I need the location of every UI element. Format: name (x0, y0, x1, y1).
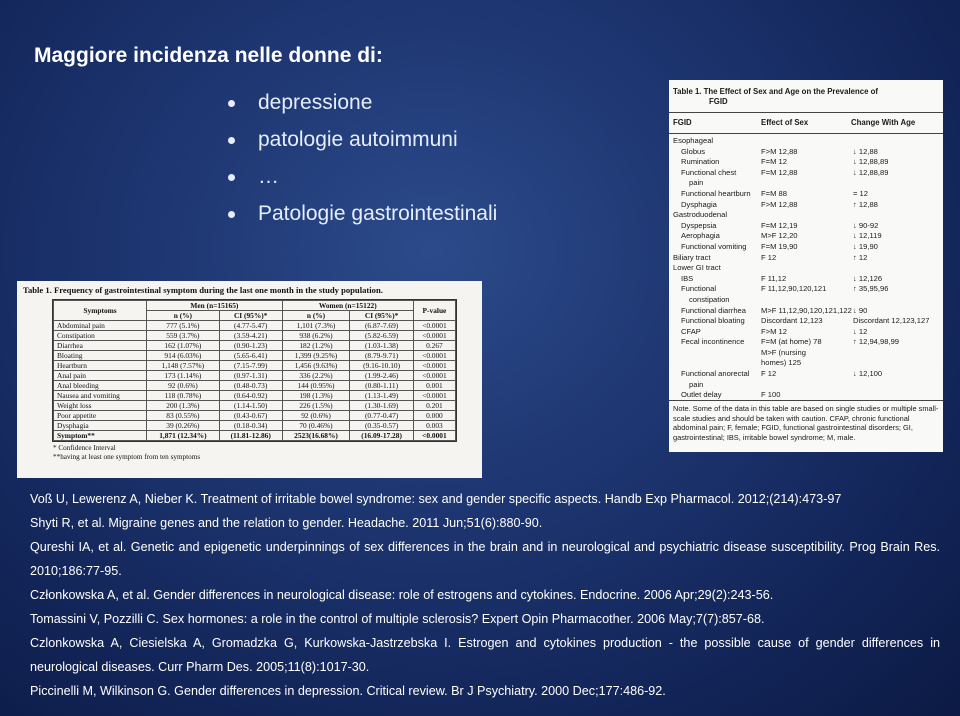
fgid-row: Outlet delay F 100 (681, 390, 781, 400)
table-row (54, 411, 456, 421)
bullet-dot-icon (228, 174, 235, 181)
table-cell: 2523(16.68%) (282, 431, 350, 441)
fgid-row: Dyspepsia F=M 12,19 ↓ 90-92 (681, 220, 879, 230)
fgid-rows (669, 136, 943, 401)
table-cell: 777 (5.1%) (147, 321, 220, 331)
fgid-row: Esophageal (673, 136, 714, 145)
table-cell: (3.59-4.21) (219, 331, 282, 341)
fgid-row: Functional heartburn F=M 88 = 12 (681, 188, 868, 198)
table-cell: (1.14-1.50) (219, 401, 282, 411)
table-cell: 938 (6.2%) (282, 331, 350, 341)
fgid-row: Aerophagia M>F 12,20 ↓ 12,119 (681, 231, 882, 241)
table-cell: 200 (1.3%) (147, 401, 220, 411)
fgid-row: Fecal incontinence F=M (at home) 78 ↑ 12,94,98,99 (681, 337, 900, 347)
table-cell: (5.82-6.59) (350, 331, 414, 341)
fgid-note: Note. Some of the data in this table are based on single studies or multiple small-scale studies and should be taken with caution. CFAP, chronic functional abdominal pain; F, female; FGID, functional gastrointestinal disorders; GI, gastrointestinal; IBS, irritable bowel syndrome; M, male. (669, 400, 943, 445)
table-cell: 0.003 (413, 421, 455, 431)
fgid-row: Functional bloating Discordant 12,123 Discordant 12,123,127 (681, 316, 930, 326)
fgid-row: Functional diarrhea M>F 11,12,90,120,121,122 ↓ 90 (681, 305, 868, 315)
bullet-dot-icon (228, 211, 235, 218)
fgid-table-image (669, 80, 943, 452)
fgid-row: homes) 125 (761, 358, 802, 368)
reference: Qureshi IA, et al. Genetic and epigenetic underpinnings of sex differences in the brain and in neurological and psychiatric disease susceptibility. Prog Brain Res. 2010;186:77-95. (30, 540, 940, 578)
bullet-dot-icon (228, 100, 235, 107)
table-caption: Table 1. Frequency of gastrointestinal symptom during the last one month in the study population. (23, 285, 383, 295)
fgid-row: Lower GI tract (673, 263, 721, 273)
table-cell: (1.99-2.46) (350, 371, 414, 381)
table-row (54, 371, 456, 381)
table-cell: 162 (1.07%) (147, 341, 220, 351)
table-cell: 0.201 (413, 401, 455, 411)
table-notes (53, 444, 476, 462)
table-row (54, 431, 456, 441)
fgid-row: Globus F>M 12,88 ↓ 12,88 (681, 146, 878, 156)
table-cell: <0.0001 (413, 391, 455, 401)
table-cell: Anal pain (54, 371, 147, 381)
table-cell: (16.09-17.28) (350, 431, 414, 441)
table-cell: 118 (0.78%) (147, 391, 220, 401)
table-header: Men (n=15165) (147, 301, 283, 311)
table-body (54, 321, 456, 441)
table-header: n (%) (282, 311, 350, 321)
gi-symptom-table (53, 300, 456, 441)
reference: Voß U, Lewerenz A, Nieber K. Treatment of irritable bowel syndrome: sex and gender specific aspects. Handb Exp Pharmacol. 2012;(214):473-97 (30, 492, 842, 506)
fgid-row: Functional anorectal F 12 ↓ 12,100 (681, 369, 883, 379)
bullet-item: … (228, 164, 497, 201)
table-cell: Anal bleeding (54, 381, 147, 391)
table-note: **having at least one symptom from ten symptoms (53, 453, 201, 461)
table-cell: 144 (0.95%) (282, 381, 350, 391)
table-cell: (6.87-7.69) (350, 321, 414, 331)
table-cell: 70 (0.46%) (282, 421, 350, 431)
table-cell: 182 (1.2%) (282, 341, 350, 351)
table-row (54, 401, 456, 411)
table-cell: 0.001 (413, 381, 455, 391)
table-cell: (4.77-5.47) (219, 321, 282, 331)
table-cell: (5.65-6.41) (219, 351, 282, 361)
table-cell: Symptom** (54, 431, 147, 441)
table-cell: 1,456 (9.63%) (282, 361, 350, 371)
table-cell: (0.97-1.31) (219, 371, 282, 381)
table-cell: <0.0001 (413, 321, 455, 331)
slide-title: Maggiore incidenza nelle donne di: (34, 44, 383, 67)
table-row (54, 381, 456, 391)
bullet-list (228, 90, 497, 238)
table-cell: 83 (0.55%) (147, 411, 220, 421)
table-cell: 1,101 (7.3%) (282, 321, 350, 331)
table-cell: <0.0001 (413, 351, 455, 361)
table-cell: 226 (1.5%) (282, 401, 350, 411)
gi-symptom-table-image (17, 281, 482, 478)
table-cell: (8.79-9.71) (350, 351, 414, 361)
table-header: Women (n=15122) (282, 301, 413, 311)
fgid-row: Dysphagia F>M 12,88 ↑ 12,88 (681, 199, 878, 209)
fgid-row: pain (689, 379, 704, 389)
table-cell: Diarrhea (54, 341, 147, 351)
fgid-row: Gastroduodenal (673, 210, 728, 220)
table-cell: (1.03-1.38) (350, 341, 414, 351)
table-header: P-value (413, 301, 455, 321)
table-cell: Nausea and vomiting (54, 391, 147, 401)
bullet-item: patologie autoimmuni (228, 127, 497, 164)
table-cell: (1.30-1.69) (350, 401, 414, 411)
table-cell: Poor appetite (54, 411, 147, 421)
table-cell: <0.0001 (413, 331, 455, 341)
table-cell: Abdominal pain (54, 321, 147, 331)
fgid-row: pain (689, 178, 704, 188)
fgid-row: Functional vomiting F=M 19,90 ↓ 19,90 (681, 241, 878, 251)
fgid-row: IBS F 11,12 ↓ 12,126 (681, 273, 883, 283)
table-cell: (9.16-10.10) (350, 361, 414, 371)
table-cell: (0.35-0.57) (350, 421, 414, 431)
reference: Shyti R, et al. Migraine genes and the relation to gender. Headache. 2011 Jun;51(6):880-90. (30, 516, 543, 530)
table-cell: Bloating (54, 351, 147, 361)
table-header: Symptoms (54, 301, 147, 321)
table-cell: 0.267 (413, 341, 455, 351)
table-cell: 1,871 (12.34%) (147, 431, 220, 441)
bullet-item: Patologie gastrointestinali (228, 201, 497, 238)
table-cell: Dysphagia (54, 421, 147, 431)
table-cell: Weight loss (54, 401, 147, 411)
fgid-header: FGID Effect of Sex Change With Age (669, 112, 943, 134)
reference: Członkowska A, et al. Gender differences in neurological disease: role of estrogens and cytokines. Endocrine. 2006 Apr;29(2):243-56. (30, 588, 774, 602)
fgid-row: M>F (nursing (761, 347, 806, 357)
reference: Piccinelli M, Wilkinson G. Gender differences in depression. Critical review. Br J Psychiatry. 2000 Dec;177:486-92. (30, 684, 666, 698)
table-cell: 173 (1.14%) (147, 371, 220, 381)
table-cell: (0.77-0.47) (350, 411, 414, 421)
fgid-row: Biliary tract F 12 ↑ 12 (673, 252, 868, 262)
table-row (54, 421, 456, 431)
table-header: CI (95%)* (219, 311, 282, 321)
fgid-caption: Table 1. The Effect of Sex and Age on the Prevalence of FGID (673, 87, 878, 106)
table-cell: Heartburn (54, 361, 147, 371)
table-cell: <0.0001 (413, 431, 455, 441)
table-row (54, 361, 456, 371)
table-cell: (0.48-0.73) (219, 381, 282, 391)
table-cell: 1,399 (9.25%) (282, 351, 350, 361)
table-cell: (0.90-1.23) (219, 341, 282, 351)
table-cell: (11.81-12.86) (219, 431, 282, 441)
table-cell: 39 (0.26%) (147, 421, 220, 431)
reference: Tomassini V, Pozzilli C. Sex hormones: a role in the control of multiple sclerosis? Expert Opin Pharmacother. 2006 May;7(7):857-68. (30, 612, 765, 626)
fgid-row: Functional chest F=M 12,88 ↓ 12,88,89 (681, 167, 889, 177)
table-cell: 0.000 (413, 411, 455, 421)
table-note: * Confidence Interval (53, 444, 116, 452)
fgid-row: Functional F 11,12,90,120,121 ↑ 35,95,96 (681, 284, 889, 294)
table-row (54, 391, 456, 401)
table-cell: <0.0001 (413, 371, 455, 381)
table-cell: 336 (2.2%) (282, 371, 350, 381)
table-cell: (0.43-0.67) (219, 411, 282, 421)
fgid-row: Rumination F=M 12 ↓ 12,88,89 (681, 157, 889, 167)
table-cell: (0.64-0.92) (219, 391, 282, 401)
table-cell: 92 (0.6%) (147, 381, 220, 391)
table-row (54, 321, 456, 331)
table-cell: (0.80-1.11) (350, 381, 414, 391)
table-row (54, 351, 456, 361)
table-cell: <0.0001 (413, 361, 455, 371)
table-cell: 914 (6.03%) (147, 351, 220, 361)
table-cell: 92 (0.6%) (282, 411, 350, 421)
table-cell: 559 (3.7%) (147, 331, 220, 341)
table-cell: (0.18-0.34) (219, 421, 282, 431)
table-cell: (1.13-1.49) (350, 391, 414, 401)
table-cell: Constipation (54, 331, 147, 341)
bullet-dot-icon (228, 137, 235, 144)
fgid-row: constipation (689, 294, 730, 304)
table-cell: (7.15-7.99) (219, 361, 282, 371)
reference: Czlonkowska A, Ciesielska A, Gromadzka G, Kurkowska-Jastrzebska I. Estrogen and cytokines production - the possible cause of gender differences in neurological diseases. Curr Pharm Des. 2005;11(8):1017-30. (30, 636, 940, 674)
table-row (54, 331, 456, 341)
table-row (54, 341, 456, 351)
table-cell: 198 (1.3%) (282, 391, 350, 401)
bullet-item: depressione (228, 90, 497, 127)
table-header: n (%) (147, 311, 220, 321)
references (30, 487, 940, 703)
table-header: CI (95%)* (350, 311, 414, 321)
fgid-row: CFAP F>M 12 ↓ 12 (681, 326, 868, 336)
table-cell: 1,148 (7.57%) (147, 361, 220, 371)
